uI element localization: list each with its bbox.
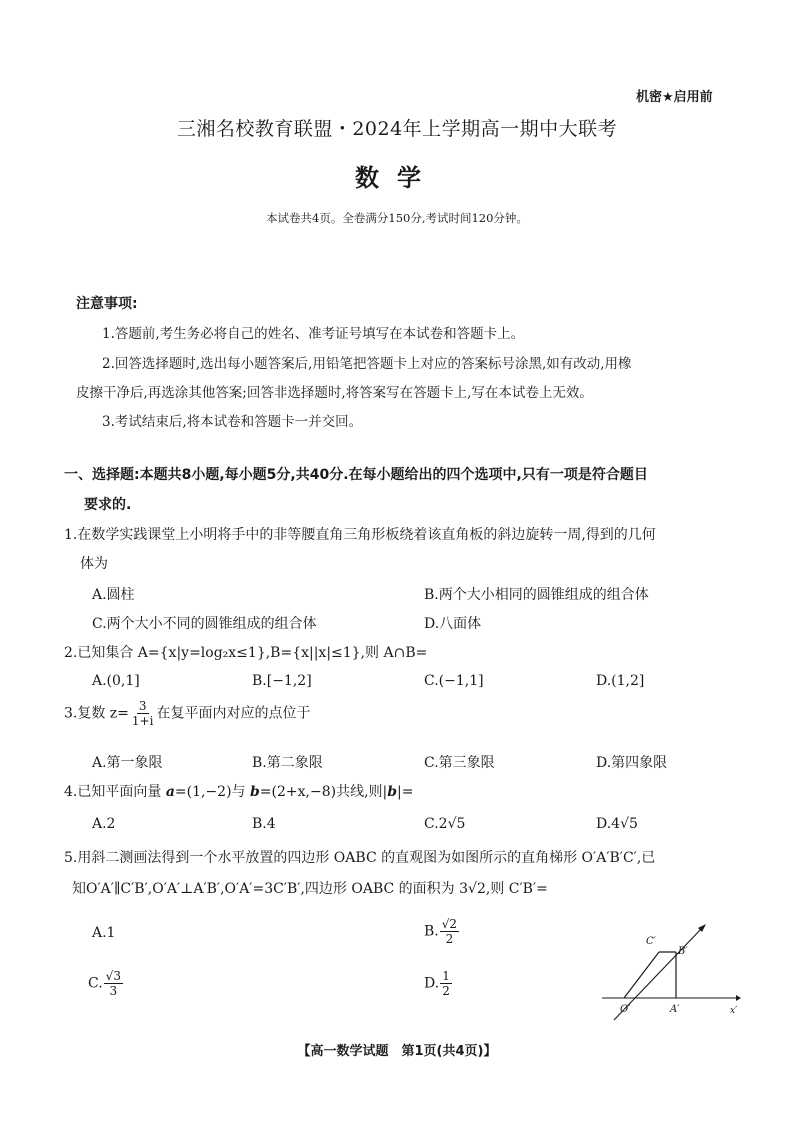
q4-text: 4.已知平面向量 (64, 784, 166, 800)
q4-option-d: D.4√5 (596, 816, 638, 832)
q1-option-d: D.八面体 (424, 616, 482, 632)
question-4-stem (64, 781, 414, 801)
q5-option-b (424, 918, 460, 945)
notice-heading: 注意事项: (76, 296, 138, 312)
q4-text: =(2+x,−8)共线,则| (259, 784, 388, 800)
frac-den: 2 (445, 932, 454, 946)
question-5-stem: 知O′A′∥C′B′,O′A′⊥A′B′,O′A′=3C′B′,四边形 OABC 的面积为 3√2,则 C′B′= (72, 881, 548, 897)
q5-option-d (424, 970, 453, 997)
exam-info: 本试卷共4页。全卷满分150分,考试时间120分钟。 (266, 211, 528, 225)
q3-option-c: C.第三象限 (424, 755, 495, 771)
frac-den: 2 (442, 984, 450, 998)
question-2-stem: 2.已知集合 A={x|y=log₂x≤1},B={x||x|≤1},则 A∩B= (64, 645, 428, 661)
notice-item: 2.回答选择题时,选出每小题答案后,用铅笔把答题卡上对应的答案标号涂黑,如有改动,用橡 (102, 356, 632, 372)
x-axis-arrow (736, 995, 741, 1001)
label-x: x′ (730, 1006, 738, 1016)
notice-item: 1.答题前,考生务必将自己的姓名、准考证号填写在本试卷和答题卡上。 (102, 326, 525, 342)
vector-a: a (165, 784, 175, 800)
q5-option-b-fraction (440, 918, 459, 945)
q5-option-c-prefix: C. (88, 975, 103, 992)
question-3-stem (64, 700, 310, 727)
q5-option-a: A.1 (92, 925, 116, 941)
q1-option-b: B.两个大小相同的圆锥组成的组合体 (424, 587, 649, 603)
q5-option-c-fraction (104, 970, 123, 997)
section-heading: 要求的. (84, 497, 132, 513)
q2-option-d: D.(1,2] (596, 673, 645, 689)
q3-fraction (130, 700, 156, 727)
label-c: C′ (646, 936, 656, 947)
subject-title: 数学 (355, 164, 439, 192)
q3-option-d: D.第四象限 (596, 755, 668, 771)
q3-frac-num: 3 (138, 699, 147, 713)
q3-frac-den: 1+i (131, 714, 154, 728)
notice-item: 3.考试结束后,将本试卷和答题卡一并交回。 (102, 414, 363, 430)
q4-text: |= (397, 784, 414, 800)
section-heading: 一、选择题:本题共8小题,每小题5分,共40分.在每小题给出的四个选项中,只有一项是符合题目 (64, 467, 648, 483)
q3-suffix: 在复平面内对应的点位于 (156, 705, 311, 722)
question-1-stem: 体为 (80, 556, 108, 572)
q4-text: =(1,−2)与 (174, 784, 250, 800)
q4-option-b: B.4 (252, 816, 276, 832)
q1-option-a: A.圆柱 (92, 587, 135, 603)
exam-title: 三湘名校教育联盟・2024年上学期高一期中大联考 (176, 118, 618, 140)
q5-option-c (88, 970, 124, 997)
label-a: A′ (670, 1004, 680, 1015)
q3-option-a: A.第一象限 (92, 755, 163, 771)
label-b: B′ (678, 946, 688, 957)
question-1-stem: 1.在数学实践课堂上小明将手中的非等腰直角三角形板绕着该直角板的斜边旋转一周,得到的几何 (64, 527, 656, 543)
confidential-label: 机密★启用前 (636, 90, 713, 105)
q1-option-c: C.两个大小不同的圆锥组成的组合体 (92, 616, 317, 632)
q3-prefix: 3.复数 z= (64, 705, 129, 722)
frac-num: 1 (442, 969, 450, 983)
q2-option-b: B.[−1,2] (252, 673, 312, 689)
frac-den: 3 (109, 984, 118, 998)
q4-option-c: C.2√5 (424, 816, 466, 832)
vector-b: b (387, 784, 398, 800)
q5-option-d-prefix: D. (424, 975, 440, 992)
frac-num: √3 (105, 969, 121, 983)
q4-option-a: A.2 (92, 816, 116, 832)
trapezoid-figure (598, 916, 746, 1024)
notice-item: 皮擦干净后,再选涂其他答案;回答非选择题时,将答案写在答题卡上,写在本试卷上无效。 (76, 385, 593, 401)
q5-option-b-prefix: B. (424, 923, 439, 940)
q5-option-d-fraction (440, 970, 452, 997)
q3-option-b: B.第二象限 (252, 755, 323, 771)
frac-num: √2 (441, 917, 458, 931)
question-5-stem: 5.用斜二测画法得到一个水平放置的四边形 OABC 的直观图为如图所示的直角梯形 O′A′B′C′,已 (64, 850, 656, 866)
label-o: O′ (620, 1004, 631, 1015)
vector-b: b (250, 784, 260, 800)
page-footer: 【高一数学试题 第1页(共4页)】 (297, 1044, 497, 1059)
q2-option-c: C.(−1,1] (424, 673, 484, 689)
q2-option-a: A.(0,1] (92, 673, 140, 689)
